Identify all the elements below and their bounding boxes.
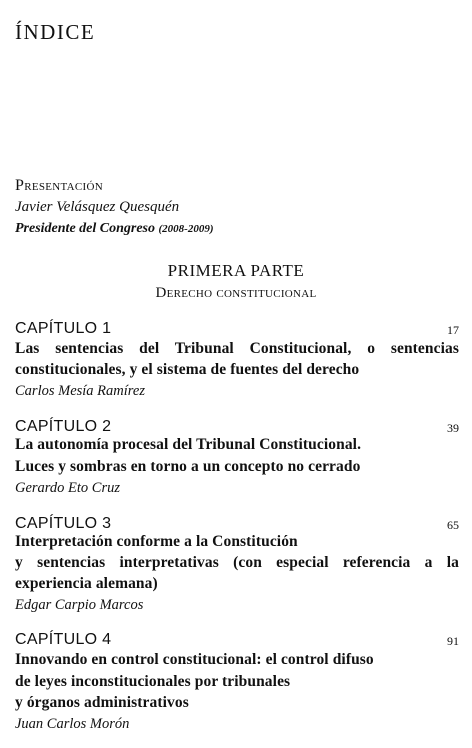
presentation-heading: Presentación (15, 177, 104, 194)
presentation-role-text: Presidente del Congreso (15, 221, 155, 236)
chapter-4-label: CAPÍTULO 4 (15, 631, 112, 648)
part-title: PRIMERA PARTE (167, 261, 305, 280)
chapter-2-page: 39 (447, 421, 459, 435)
chapter-1-label: CAPÍTULO 1 (15, 320, 112, 337)
chapter-4-page: 91 (447, 634, 459, 648)
chapter-4-author: Juan Carlos Morón (15, 716, 130, 732)
chapter-4-title-line-2: de leyes inconstitucionales por tribunales (15, 673, 291, 690)
chapter-3-author: Edgar Carpio Marcos (15, 597, 144, 613)
chapter-1-title-line-1: Las sentencias del Tribunal Constitucional, o sentencias (15, 340, 459, 357)
chapter-3-title-line-1: Interpretación conforme a la Constitución (15, 533, 298, 550)
chapter-1-page: 17 (447, 323, 459, 337)
chapter-3-label: CAPÍTULO 3 (15, 515, 112, 532)
chapter-4-title-line-3: y órganos administrativos (15, 694, 189, 711)
chapter-2-title-line-2: Luces y sombras en torno a un concepto no cerrado (15, 458, 361, 475)
chapter-1-author: Carlos Mesía Ramírez (15, 383, 145, 399)
chapter-4-title-line-1: Innovando en control constitucional: el control difuso (15, 651, 374, 668)
chapter-1-title-line-2: constitucionales, y el sistema de fuentes del derecho (15, 361, 360, 378)
chapter-3-title-line-3: experiencia alemana) (15, 575, 158, 592)
presentation-role (15, 221, 214, 237)
chapter-2-label: CAPÍTULO 2 (15, 418, 112, 435)
chapter-3-title-line-2: y sentencias interpretativas (con especial referencia a la (15, 554, 459, 571)
part-subtitle: Derecho constitucional (155, 285, 317, 301)
chapter-2-title-line-1: La autonomía procesal del Tribunal Constitucional. (15, 436, 362, 453)
presentation-author: Javier Velásquez Quesquén (15, 199, 180, 215)
page-title: ÍNDICE (15, 20, 96, 44)
chapter-2-author: Gerardo Eto Cruz (15, 480, 120, 496)
chapter-3-page: 65 (447, 518, 459, 532)
presentation-years: (2008-2009) (158, 223, 214, 235)
